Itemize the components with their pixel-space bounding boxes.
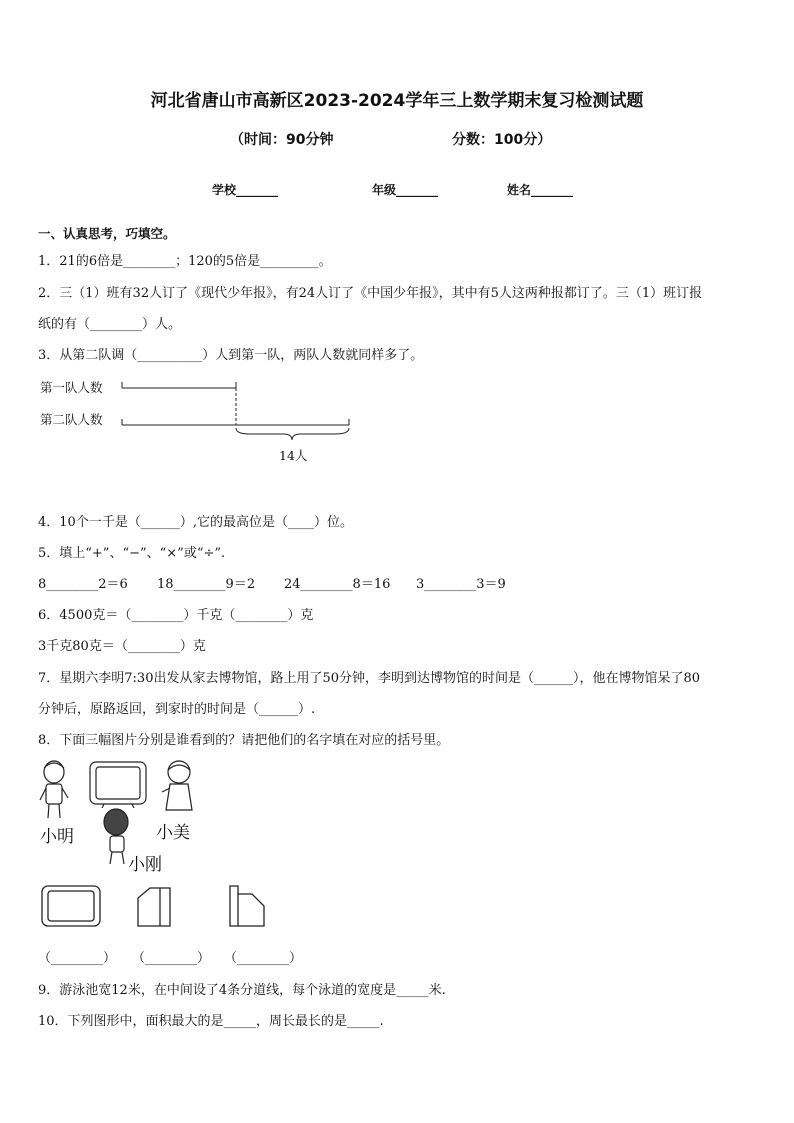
team1-label: 第一队人数	[40, 380, 103, 395]
section-title: 一、认真思考，巧填空。	[38, 226, 176, 241]
q5-item-1: 8________2＝6	[38, 577, 128, 592]
question-7-line1: 7．星期六李明7:30出发从家去博物馆，路上用了50分钟，李明到达博物馆的时间是（______），他在博物馆呆了80	[38, 671, 701, 686]
name-xiaogang: 小刚	[128, 855, 162, 875]
question-8: 8．下面三幅图片分别是谁看到的？请把他们的名字填在对应的括号里。	[38, 733, 450, 748]
xiaomei-head-icon	[168, 761, 190, 783]
xiaogang-head-icon	[104, 809, 128, 835]
tv-side-view-1-icon	[138, 888, 170, 926]
name-field[interactable]: 姓名_______	[507, 183, 574, 197]
q8-blank-1[interactable]: （________）	[38, 951, 117, 966]
team2-label: 第二队人数	[40, 412, 103, 427]
question-5: 5．填上“+”、“−”、“×”或“÷”.	[38, 546, 226, 561]
question-6-line1: 6．4500克＝（________）千克（________）克	[38, 608, 314, 623]
question-2-line2: 纸的有（________）人。	[38, 317, 182, 332]
xiaoming-head-icon	[44, 761, 64, 783]
question-3: 3．从第二队调（__________）人到第一队，两队人数就同样多了。	[38, 348, 424, 363]
q8-blank-2[interactable]: （________）	[132, 951, 211, 966]
tv-icon	[90, 762, 146, 804]
question-2-line1: 2．三（1）班有32人订了《现代少年报》，有24人订了《中国少年报》，其中有5人这两种报都订了。三（1）班订报	[38, 286, 703, 301]
question-1: 1．21的6倍是________；120的5倍是_________。	[38, 254, 332, 269]
q5-item-2: 18________9＝2	[157, 577, 256, 592]
page-title: 河北省唐山市高新区2023-2024学年三上数学期末复习检测试题	[150, 91, 644, 111]
question-10: 10．下列图形中，面积最大的是_____，周长最长的是_____.	[38, 1014, 384, 1029]
question-9: 9．游泳池宽12米，在中间设了4条分道线，每个泳道的宽度是_____米.	[38, 983, 446, 998]
q8-blank-3[interactable]: （________）	[224, 951, 303, 966]
exam-time: （时间：90分钟	[230, 132, 334, 148]
school-field[interactable]: 学校_______	[212, 183, 279, 197]
question-4: 4．10个一千是（______）,它的最高位是（____）位。	[38, 515, 353, 530]
grade-field[interactable]: 年级_______	[372, 183, 439, 197]
line-segment-diagram	[0, 370, 794, 490]
exam-score: 分数：100分）	[452, 132, 552, 148]
tv-front-view-icon	[42, 886, 100, 926]
q5-item-3: 24________8＝16	[284, 577, 391, 592]
tv-side-view-2-icon	[230, 886, 264, 926]
name-xiaoming: 小明	[40, 827, 74, 847]
q5-item-4: 3________3＝9	[416, 577, 506, 592]
name-xiaomei: 小美	[156, 823, 190, 843]
q8-view-pictures	[40, 884, 280, 934]
question-6-line2: 3千克80克＝（________）克	[38, 639, 206, 654]
brace-label: 14人	[279, 448, 308, 463]
question-7-line2: 分钟后，原路返回，到家时的时间是（______）.	[38, 702, 316, 717]
